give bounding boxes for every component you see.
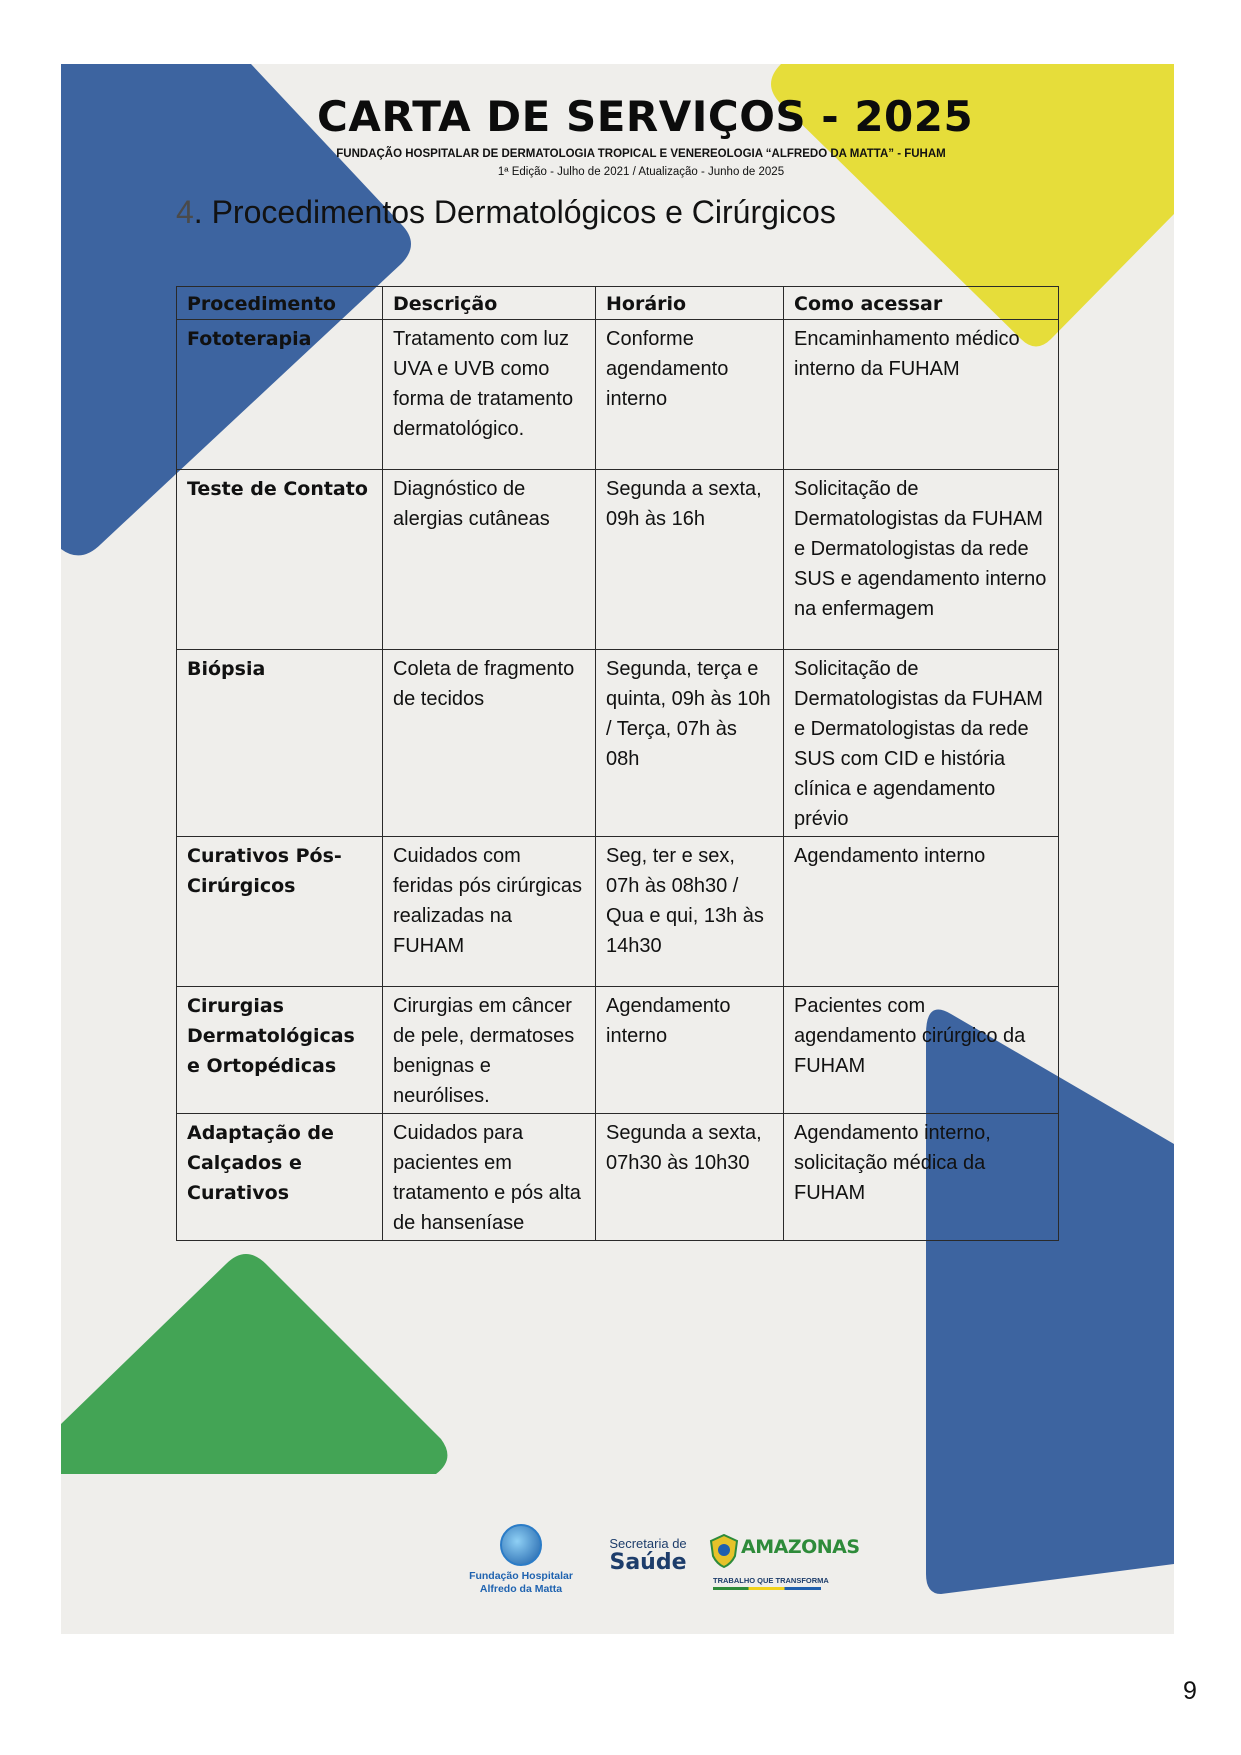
- cell-descricao: Cuidados com feridas pós cirúrgicas realizadas na FUHAM: [383, 837, 596, 987]
- header-descricao: Descrição: [383, 287, 596, 320]
- table-row: [177, 987, 1059, 1114]
- cell-como-acessar: Solicitação de Dermatologistas da FUHAM e Dermatologistas da rede SUS e agendamento interno na enfermagem: [784, 470, 1059, 650]
- table-row: [177, 470, 1059, 650]
- secretaria-line1: Secretaria de: [609, 1536, 687, 1551]
- crest-icon: [709, 1534, 739, 1568]
- cell-procedimento: Cirurgias Dermatológicas e Ortopédicas: [177, 987, 383, 1114]
- green-shape-bottom-left: [61, 1254, 447, 1474]
- cell-como-acessar: Encaminhamento médico interno da FUHAM: [784, 320, 1059, 470]
- page-number: 9: [1183, 1677, 1197, 1705]
- cell-procedimento: Teste de Contato: [177, 470, 383, 650]
- cell-horario: Segunda a sexta, 09h às 16h: [596, 470, 784, 650]
- cell-como-acessar: Pacientes com agendamento cirúrgico da FUHAM: [784, 987, 1059, 1114]
- table-row: [177, 837, 1059, 987]
- globe-icon: [500, 1524, 542, 1566]
- cell-horario: Seg, ter e sex, 07h às 08h30 / Qua e qui, 13h às 14h30: [596, 837, 784, 987]
- header-procedimento: Procedimento: [177, 287, 383, 320]
- cell-descricao: Diagnóstico de alergias cutâneas: [383, 470, 596, 650]
- header-como-acessar: Como acessar: [784, 287, 1059, 320]
- header-horario: Horário: [596, 287, 784, 320]
- cell-procedimento: Adaptação de Calçados e Curativos: [177, 1114, 383, 1241]
- footer-logos: [461, 1524, 861, 1614]
- cell-horario: Segunda, terça e quinta, 09h às 10h / Terça, 07h às 08h: [596, 650, 784, 837]
- cell-horario: Conforme agendamento interno: [596, 320, 784, 470]
- amazonas-tagline: TRABALHO QUE TRANSFORMA: [713, 1576, 829, 1585]
- cell-horario: Segunda a sexta, 07h30 às 10h30: [596, 1114, 784, 1241]
- table-row: [177, 320, 1059, 470]
- fuham-logo: [461, 1524, 581, 1596]
- flag-color-bar: [713, 1587, 821, 1590]
- table-row: [177, 1114, 1059, 1241]
- cell-descricao: Coleta de fragmento de tecidos: [383, 650, 596, 837]
- fuham-logo-text: Fundação Hospitalar Alfredo da Matta: [469, 1570, 573, 1595]
- cell-horario: Agendamento interno: [596, 987, 784, 1114]
- cell-procedimento: Fototerapia: [177, 320, 383, 470]
- secretaria-line2: Saúde: [609, 1550, 687, 1575]
- cell-descricao: Tratamento com luz UVA e UVB como forma de tratamento dermatológico.: [383, 320, 596, 470]
- cell-procedimento: Curativos Pós-Cirúrgicos: [177, 837, 383, 987]
- cell-como-acessar: Agendamento interno, solicitação médica da FUHAM: [784, 1114, 1059, 1241]
- cell-descricao: Cirurgias em câncer de pele, dermatoses benignas e neurólises.: [383, 987, 596, 1114]
- section-title-text: . Procedimentos Dermatológicos e Cirúrgicos: [193, 194, 836, 230]
- procedures-table: [176, 286, 1059, 1241]
- edition-info: 1ª Edição - Julho de 2021 / Atualização - Junho de 2025: [497, 166, 785, 178]
- secretaria-saude-logo: [593, 1536, 703, 1575]
- institution-name: FUNDAÇÃO HOSPITALAR DE DERMATOLOGIA TROPICAL E VENEREOLOGIA “ALFREDO DA MATTA” - FUHAM: [336, 148, 946, 160]
- document-title: CARTA DE SERVIÇOS - 2025: [317, 92, 974, 141]
- cell-como-acessar: Solicitação de Dermatologistas da FUHAM e Dermatologistas da rede SUS com CID e história clínica e agendamento prévio: [784, 650, 1059, 837]
- cell-descricao: Cuidados para pacientes em tratamento e pós alta de hanseníase: [383, 1114, 596, 1241]
- cell-como-acessar: Agendamento interno: [784, 837, 1059, 987]
- section-heading: [176, 194, 836, 231]
- table-header-row: [177, 287, 1059, 320]
- table-row: [177, 650, 1059, 837]
- document-page: [61, 64, 1174, 1634]
- cell-procedimento: Biópsia: [177, 650, 383, 837]
- section-number: 4: [176, 194, 194, 230]
- amazonas-wordmark: AMAZONAS: [741, 1536, 860, 1558]
